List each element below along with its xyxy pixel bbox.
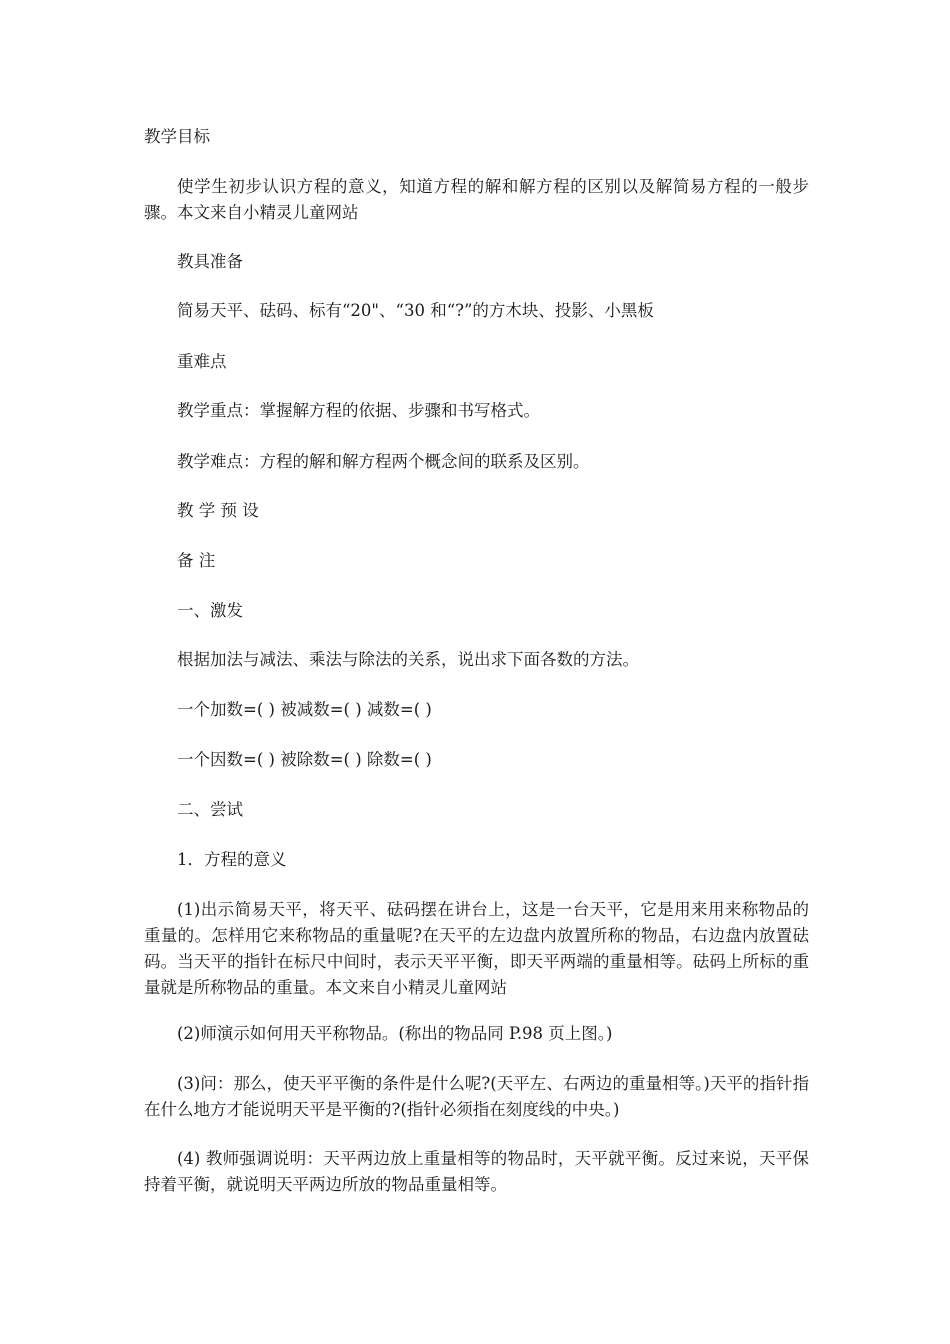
goal-paragraph: 使学生初步认识方程的意义，知道方程的解和解方程的区别以及解简易方程的一般步骤。本文来自小精灵儿童网站 (144, 177, 809, 222)
subsection-1-title: 1．方程的意义 (177, 850, 287, 869)
section-1-intro: 根据加法与减法、乘法与除法的关系，说出求下面各数的方法。 (177, 650, 639, 669)
section-1-line-1: 一个加数=( ) 被减数=( ) 减数=( ) (177, 700, 432, 719)
tools-paragraph: 简易天平、砝码、标有“20"、“30 和“?”的方木块、投影、小黑板 (177, 301, 654, 320)
paragraph-1: (1)出示简易天平，将天平、砝码摆在讲台上，这是一台天平，它是用来用来称物品的重量的。怎样用它来称物品的重量呢?在天平的左边盘内放置所称的物品，右边盘内放置砝码。当天平的指针在标尺中间时，表示天平平衡，即天平两端的重量相等。砝码上所标的重量就是所称物品的重量。本文来自小精灵儿童网站 (144, 900, 809, 997)
section-1-title: 一、激发 (177, 601, 243, 620)
key-point-paragraph: 教学重点：掌握解方程的依据、步骤和书写格式。 (177, 401, 540, 420)
heading-teaching-tools: 教具准备 (177, 252, 243, 271)
heading-notes: 备 注 (177, 551, 216, 570)
heading-key-points: 重难点 (177, 352, 227, 371)
paragraph-4: (4) 教师强调说明：天平两边放上重量相等的物品时，天平就平衡。反过来说，天平保持着平衡，就说明天平两边所放的物品重量相等。 (144, 1149, 809, 1194)
heading-teaching-preset: 教 学 预 设 (177, 501, 259, 520)
paragraph-2: (2)师演示如何用天平称物品。(称出的物品同 P.98 页上图。) (177, 1024, 613, 1043)
section-1-line-2: 一个因数=( ) 被除数=( ) 除数=( ) (177, 750, 432, 769)
heading-teaching-goal: 教学目标 (144, 127, 210, 146)
section-2-title: 二、尝试 (177, 800, 243, 819)
paragraph-3: (3)问：那么，使天平平衡的条件是什么呢?(天平左、右两边的重量相等。)天平的指针指在什么地方才能说明天平是平衡的?(指针必须指在刻度线的中央。) (144, 1074, 809, 1119)
difficult-point-paragraph: 教学难点：方程的解和解方程两个概念间的联系及区别。 (177, 452, 590, 471)
